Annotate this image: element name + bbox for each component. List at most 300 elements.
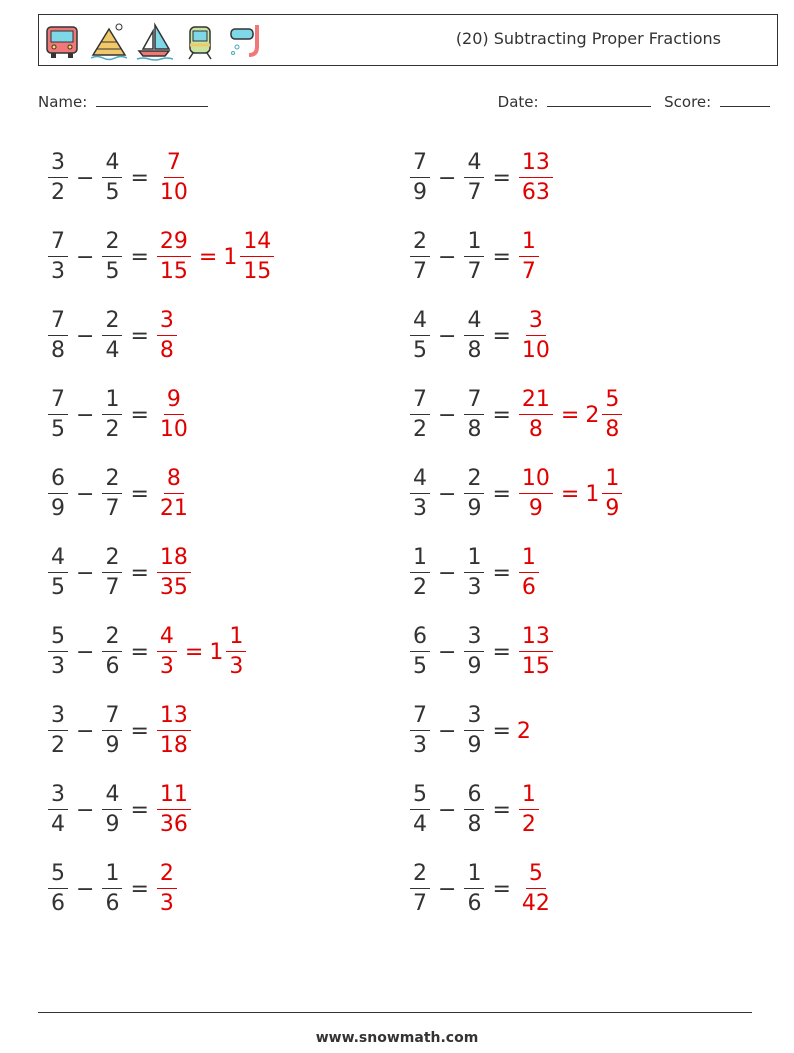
- minuend-fraction: [410, 784, 430, 836]
- problem-row: [38, 533, 758, 613]
- denominator: 8: [51, 338, 65, 363]
- numerator: 3: [526, 310, 546, 336]
- minus-sign: −: [76, 481, 95, 507]
- denominator: 6: [467, 891, 482, 916]
- denominator: 2: [105, 417, 120, 442]
- numerator: 1: [464, 231, 484, 257]
- numerator: 3: [48, 705, 68, 731]
- subtrahend-fraction: [464, 626, 484, 678]
- answer-fraction: [519, 310, 553, 362]
- problem: [408, 849, 555, 929]
- minuend-fraction: [410, 547, 430, 599]
- equals-sign: =: [130, 481, 149, 507]
- denominator: 3: [51, 654, 65, 679]
- mixed-whole: 1: [223, 244, 238, 270]
- problem: [408, 691, 531, 771]
- answer-fraction: [519, 152, 553, 204]
- problem: [408, 375, 624, 455]
- problem: [408, 770, 541, 850]
- answer: [155, 389, 193, 441]
- equals-sign: =: [492, 165, 511, 191]
- denominator: 9: [467, 496, 482, 521]
- numerator: 1: [102, 863, 122, 889]
- denominator: 8: [467, 417, 482, 442]
- denominator: 42: [521, 891, 550, 916]
- numerator: 14: [240, 231, 274, 257]
- denominator: 21: [159, 496, 188, 521]
- answer-equals-sign: =: [560, 481, 580, 507]
- denominator: 9: [467, 733, 482, 758]
- date-blank[interactable]: [547, 92, 651, 107]
- denominator: 2: [51, 180, 65, 205]
- numerator: 7: [48, 231, 68, 257]
- answer-fraction: [519, 863, 553, 915]
- numerator: 3: [48, 784, 68, 810]
- minuend-fraction: [48, 231, 68, 283]
- denominator: 10: [159, 417, 188, 442]
- denominator: 5: [105, 180, 120, 205]
- minus-sign: −: [76, 244, 95, 270]
- minus-sign: −: [76, 718, 95, 744]
- numerator: 13: [519, 152, 553, 178]
- denominator: 9: [51, 496, 65, 521]
- numerator: 2: [410, 231, 430, 257]
- denominator: 5: [51, 417, 65, 442]
- problem-row: [38, 217, 758, 297]
- numerator: 6: [464, 784, 484, 810]
- subtrahend-fraction: [102, 152, 122, 204]
- denominator: 6: [521, 575, 536, 600]
- equals-sign: =: [130, 560, 149, 586]
- problem: [46, 296, 179, 376]
- answer: [155, 468, 193, 520]
- numerator: 1: [464, 547, 484, 573]
- subtrahend-fraction: [464, 231, 484, 283]
- answer-fraction: [157, 784, 191, 836]
- numerator: 1: [519, 547, 539, 573]
- answer: [155, 310, 179, 362]
- answer: [517, 784, 541, 836]
- problem-row: [38, 612, 758, 692]
- numerator: 9: [164, 389, 184, 415]
- denominator: 2: [413, 417, 427, 442]
- subtrahend-fraction: [464, 705, 484, 757]
- minuend-fraction: [48, 705, 68, 757]
- numerator: 11: [157, 784, 191, 810]
- numerator: 3: [48, 152, 68, 178]
- denominator: 15: [159, 259, 188, 284]
- numerator: 4: [157, 626, 177, 652]
- minuend-fraction: [48, 863, 68, 915]
- problem: [408, 612, 555, 692]
- numerator: 4: [410, 468, 430, 494]
- denominator: 4: [51, 812, 65, 837]
- problem: [46, 138, 193, 218]
- score-blank[interactable]: [720, 92, 770, 107]
- numerator: 4: [410, 310, 430, 336]
- equals-sign: =: [130, 244, 149, 270]
- denominator: 10: [521, 338, 550, 363]
- subtrahend-fraction: [102, 863, 122, 915]
- denominator: 36: [159, 812, 188, 837]
- numerator: 1: [464, 863, 484, 889]
- problem: [46, 691, 193, 771]
- denominator: 9: [413, 180, 427, 205]
- subtrahend-fraction: [464, 389, 484, 441]
- numerator: 7: [102, 705, 122, 731]
- answer-fraction: [157, 626, 177, 678]
- answer-whole: 2: [516, 718, 531, 744]
- numerator: 4: [102, 784, 122, 810]
- worksheet-header: [38, 14, 778, 66]
- denominator: 9: [467, 654, 482, 679]
- equals-sign: =: [492, 639, 511, 665]
- denominator: 9: [528, 496, 543, 521]
- denominator: 6: [51, 891, 65, 916]
- minuend-fraction: [410, 389, 430, 441]
- minuend-fraction: [48, 626, 68, 678]
- mixed-fraction: [602, 468, 622, 520]
- numerator: 2: [410, 863, 430, 889]
- numerator: 3: [464, 626, 484, 652]
- minus-sign: −: [76, 560, 95, 586]
- answer: [155, 705, 193, 757]
- name-blank[interactable]: [96, 92, 208, 107]
- denominator: 5: [51, 575, 65, 600]
- numerator: 1: [602, 468, 622, 494]
- denominator: 8: [159, 338, 174, 363]
- numerator: 13: [157, 705, 191, 731]
- name-field: [38, 92, 208, 111]
- footer-url: www.snowmath.com: [315, 1030, 479, 1046]
- minus-sign: −: [76, 323, 95, 349]
- answer: [517, 152, 555, 204]
- numerator: 5: [410, 784, 430, 810]
- denominator: 3: [159, 654, 174, 679]
- denominator: 8: [605, 417, 620, 442]
- denominator: 6: [105, 891, 120, 916]
- mixed-whole: 1: [209, 639, 224, 665]
- answer: [517, 719, 531, 744]
- minuend-fraction: [48, 389, 68, 441]
- score-label: Score:: [664, 93, 712, 111]
- minuend-fraction: [48, 468, 68, 520]
- denominator: 4: [413, 812, 427, 837]
- problem: [46, 849, 179, 929]
- equals-sign: =: [492, 244, 511, 270]
- denominator: 18: [159, 733, 188, 758]
- numerator: 2: [464, 468, 484, 494]
- denominator: 9: [605, 496, 620, 521]
- numerator: 5: [526, 863, 546, 889]
- denominator: 63: [521, 180, 550, 205]
- denominator: 3: [467, 575, 482, 600]
- minus-sign: −: [438, 639, 457, 665]
- problem: [408, 217, 541, 297]
- answer-equals-sign: =: [184, 639, 204, 665]
- denominator: 8: [528, 417, 543, 442]
- numerator: 7: [164, 152, 184, 178]
- numerator: 29: [157, 231, 191, 257]
- numerator: 5: [602, 389, 622, 415]
- answer: [155, 231, 276, 283]
- denominator: 5: [105, 259, 120, 284]
- minuend-fraction: [48, 310, 68, 362]
- numerator: 7: [410, 389, 430, 415]
- answer: [517, 310, 555, 362]
- equals-sign: =: [130, 797, 149, 823]
- numerator: 2: [102, 468, 122, 494]
- numerator: 7: [410, 705, 430, 731]
- subtrahend-fraction: [102, 310, 122, 362]
- equals-sign: =: [492, 560, 511, 586]
- equals-sign: =: [130, 639, 149, 665]
- answer: [517, 626, 555, 678]
- mixed-fraction: [240, 231, 274, 283]
- problem: [46, 612, 248, 692]
- header-icons: [43, 21, 265, 61]
- minus-sign: −: [438, 797, 457, 823]
- numerator: 7: [48, 310, 68, 336]
- numerator: 1: [519, 784, 539, 810]
- subtrahend-fraction: [464, 863, 484, 915]
- numerator: 7: [464, 389, 484, 415]
- minus-sign: −: [438, 244, 457, 270]
- equals-sign: =: [130, 402, 149, 428]
- numerator: 6: [48, 468, 68, 494]
- minus-sign: −: [76, 876, 95, 902]
- denominator: 15: [521, 654, 550, 679]
- answer-fraction: [519, 547, 539, 599]
- denominator: 6: [105, 654, 120, 679]
- subtrahend-fraction: [464, 152, 484, 204]
- numerator: 1: [410, 547, 430, 573]
- equals-sign: =: [492, 876, 511, 902]
- minuend-fraction: [48, 547, 68, 599]
- problem-row: [38, 849, 758, 929]
- numerator: 7: [410, 152, 430, 178]
- equals-sign: =: [130, 876, 149, 902]
- problem: [408, 454, 624, 534]
- subtrahend-fraction: [464, 310, 484, 362]
- denominator: 35: [159, 575, 188, 600]
- equals-sign: =: [492, 481, 511, 507]
- problem-row: [38, 454, 758, 534]
- answer-fraction: [157, 468, 191, 520]
- denominator: 2: [413, 575, 427, 600]
- numerator: 3: [157, 310, 177, 336]
- denominator: 7: [467, 180, 482, 205]
- numerator: 2: [102, 231, 122, 257]
- answer-fraction: [157, 152, 191, 204]
- numerator: 2: [102, 547, 122, 573]
- numerator: 13: [519, 626, 553, 652]
- answer-fraction: [157, 863, 177, 915]
- problem-row: [38, 375, 758, 455]
- denominator: 9: [105, 812, 120, 837]
- denominator: 2: [521, 812, 536, 837]
- answer: [155, 152, 193, 204]
- problem-row: [38, 691, 758, 771]
- sailboat-icon: [135, 21, 173, 61]
- numerator: 5: [48, 863, 68, 889]
- numerator: 2: [102, 310, 122, 336]
- minuend-fraction: [410, 152, 430, 204]
- answer: [517, 389, 624, 441]
- subtrahend-fraction: [102, 626, 122, 678]
- answer: [155, 784, 193, 836]
- numerator: 4: [464, 310, 484, 336]
- subtrahend-fraction: [102, 468, 122, 520]
- answer-fraction: [519, 626, 553, 678]
- answer-fraction: [157, 705, 191, 757]
- subtrahend-fraction: [102, 389, 122, 441]
- denominator: 3: [159, 891, 174, 916]
- numerator: 21: [519, 389, 553, 415]
- snorkel-icon: [227, 21, 265, 61]
- answer: [517, 231, 541, 283]
- footer-divider: [38, 1012, 752, 1013]
- mixed-whole: 1: [585, 481, 600, 507]
- mixed-fraction: [226, 626, 246, 678]
- minuend-fraction: [410, 310, 430, 362]
- minus-sign: −: [438, 718, 457, 744]
- numerator: 4: [48, 547, 68, 573]
- denominator: 8: [467, 338, 482, 363]
- answer-fraction: [157, 547, 191, 599]
- answer: [517, 468, 624, 520]
- numerator: 2: [102, 626, 122, 652]
- denominator: 7: [413, 259, 427, 284]
- denominator: 3: [413, 496, 427, 521]
- equals-sign: =: [492, 797, 511, 823]
- subtrahend-fraction: [102, 705, 122, 757]
- denominator: 7: [413, 891, 427, 916]
- minus-sign: −: [76, 165, 95, 191]
- equals-sign: =: [130, 323, 149, 349]
- answer-fraction: [157, 231, 191, 283]
- answer: [517, 547, 541, 599]
- subtrahend-fraction: [464, 547, 484, 599]
- numerator: 7: [48, 389, 68, 415]
- problem-row: [38, 770, 758, 850]
- numerator: 3: [464, 705, 484, 731]
- denominator: 8: [467, 812, 482, 837]
- denominator: 7: [521, 259, 536, 284]
- minuend-fraction: [48, 784, 68, 836]
- answer: [155, 626, 248, 678]
- subtrahend-fraction: [102, 547, 122, 599]
- denominator: 5: [413, 338, 427, 363]
- equals-sign: =: [492, 718, 511, 744]
- denominator: 2: [51, 733, 65, 758]
- answer-fraction: [519, 389, 553, 441]
- minus-sign: −: [438, 876, 457, 902]
- denominator: 7: [105, 496, 120, 521]
- denominator: 4: [105, 338, 120, 363]
- answer-equals-sign: =: [198, 244, 218, 270]
- minus-sign: −: [438, 560, 457, 586]
- answer: [155, 863, 179, 915]
- denominator: 3: [413, 733, 427, 758]
- minus-sign: −: [76, 639, 95, 665]
- minus-sign: −: [438, 323, 457, 349]
- numerator: 1: [102, 389, 122, 415]
- denominator: 3: [51, 259, 65, 284]
- answer-fraction: [519, 468, 553, 520]
- equals-sign: =: [130, 718, 149, 744]
- problem-row: [38, 138, 758, 218]
- minus-sign: −: [438, 481, 457, 507]
- denominator: 7: [467, 259, 482, 284]
- tram-icon: [181, 21, 219, 61]
- equals-sign: =: [130, 165, 149, 191]
- worksheet-title: (20) Subtracting Proper Fractions: [455, 29, 721, 48]
- name-label: Name:: [38, 93, 88, 111]
- numerator: 6: [410, 626, 430, 652]
- minuend-fraction: [48, 152, 68, 204]
- minuend-fraction: [410, 863, 430, 915]
- problem: [408, 296, 555, 376]
- minus-sign: −: [76, 797, 95, 823]
- denominator: 7: [105, 575, 120, 600]
- answer: [517, 863, 555, 915]
- problem: [46, 375, 193, 455]
- problem: [46, 217, 276, 297]
- minuend-fraction: [410, 468, 430, 520]
- denominator: 5: [413, 654, 427, 679]
- bus-icon: [43, 21, 81, 61]
- minuend-fraction: [410, 231, 430, 283]
- answer-fraction: [157, 310, 177, 362]
- minus-sign: −: [438, 402, 457, 428]
- date-label: Date:: [497, 93, 539, 111]
- subtrahend-fraction: [464, 784, 484, 836]
- answer-fraction: [157, 389, 191, 441]
- date-score-fields: [498, 92, 770, 111]
- denominator: 15: [243, 259, 272, 284]
- numerator: 1: [226, 626, 246, 652]
- problem: [408, 533, 541, 613]
- numerator: 10: [519, 468, 553, 494]
- problem: [46, 454, 193, 534]
- minuend-fraction: [410, 626, 430, 678]
- numerator: 1: [519, 231, 539, 257]
- equals-sign: =: [492, 323, 511, 349]
- answer-fraction: [519, 784, 539, 836]
- answer: [155, 547, 193, 599]
- mixed-fraction: [602, 389, 622, 441]
- minus-sign: −: [438, 165, 457, 191]
- problem: [46, 770, 193, 850]
- numerator: 4: [102, 152, 122, 178]
- denominator: 9: [105, 733, 120, 758]
- equals-sign: =: [492, 402, 511, 428]
- subtrahend-fraction: [102, 231, 122, 283]
- pyramid-icon: [89, 21, 127, 61]
- numerator: 18: [157, 547, 191, 573]
- subtrahend-fraction: [102, 784, 122, 836]
- answer-equals-sign: =: [560, 402, 580, 428]
- problem: [408, 138, 555, 218]
- answer-fraction: [519, 231, 539, 283]
- numerator: 8: [164, 468, 184, 494]
- minus-sign: −: [76, 402, 95, 428]
- denominator: 3: [229, 654, 244, 679]
- problem-row: [38, 296, 758, 376]
- numerator: 2: [157, 863, 177, 889]
- mixed-whole: 2: [585, 402, 600, 428]
